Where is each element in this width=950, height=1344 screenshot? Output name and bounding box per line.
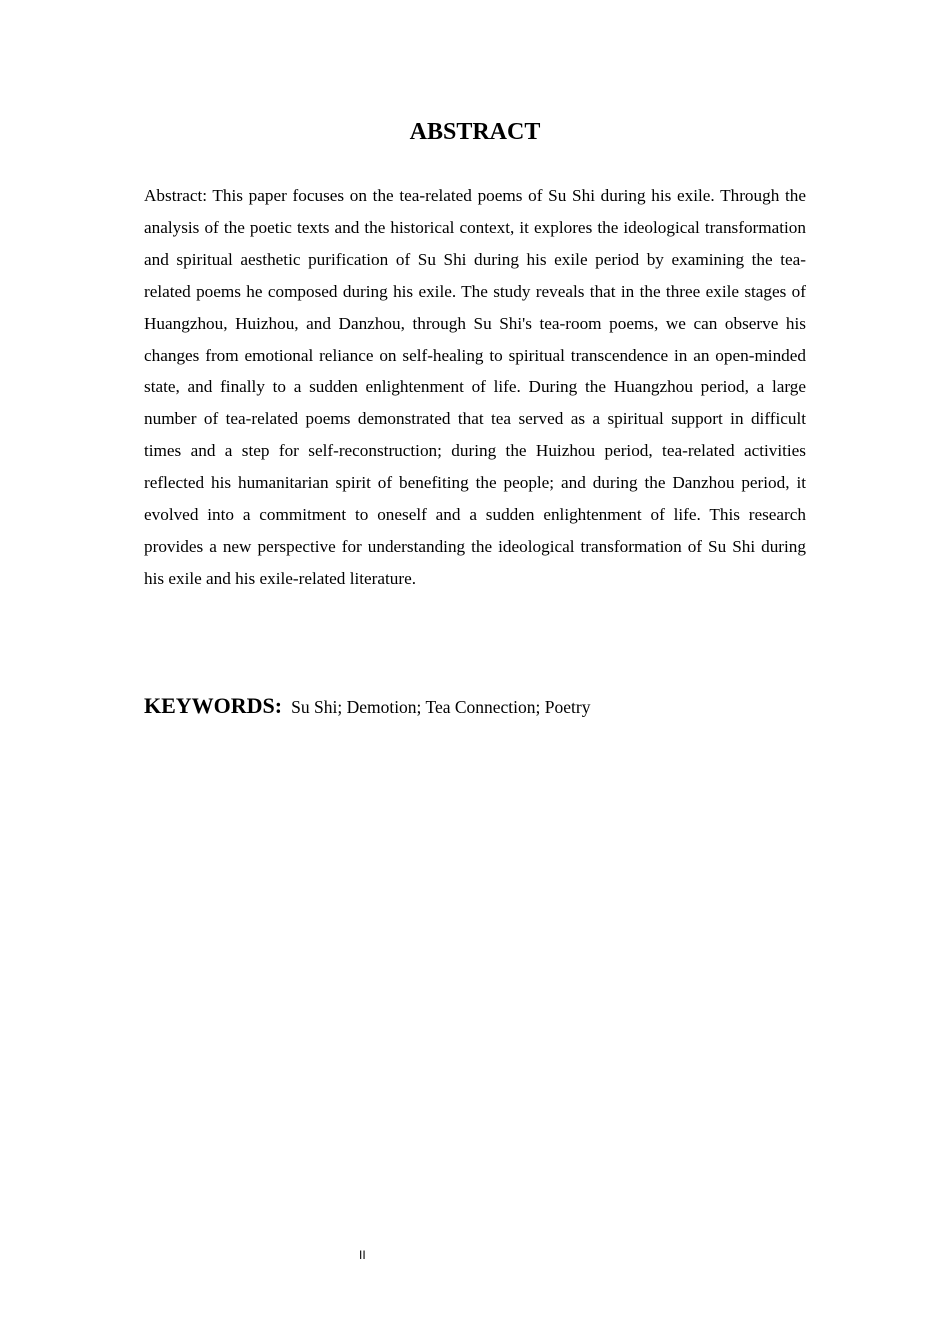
abstract-title: ABSTRACT [409,119,541,145]
keywords-line [144,690,806,723]
keywords-value: Su Shi; Demotion; Tea Connection; Poetry [291,697,591,717]
abstract-paragraph: Abstract: This paper focuses on the tea-related poems of Su Shi during his exile. Through the analysis of the poetic texts and the historical context, it explores the ideological transformation and spiritual aesthetic purification of Su Shi during his exile period by examining the tea-related poems he composed during his exile. The study reveals that in the three exile stages of Huangzhou, Huizhou, and Danzhou, through Su Shi's tea-room poems, we can observe his changes from emotional reliance on self-healing to spiritual transcendence in an open-minded state, and finally to a sudden enlightenment of life. During the Huangzhou period, a large number of tea-related poems demonstrated that tea served as a spiritual support in difficult times and a step for self-reconstruction; during the Huizhou period, tea-related activities reflected his humanitarian spirit of benefiting the people; and during the Danzhou period, it evolved into a commitment to oneself and a sudden enlightenment of life. This research provides a new perspective for understanding the ideological transformation of Su Shi during his exile and his exile-related literature. [144,186,806,588]
keywords-label: KEYWORDS: [144,693,283,718]
page-number: II [359,1248,366,1262]
